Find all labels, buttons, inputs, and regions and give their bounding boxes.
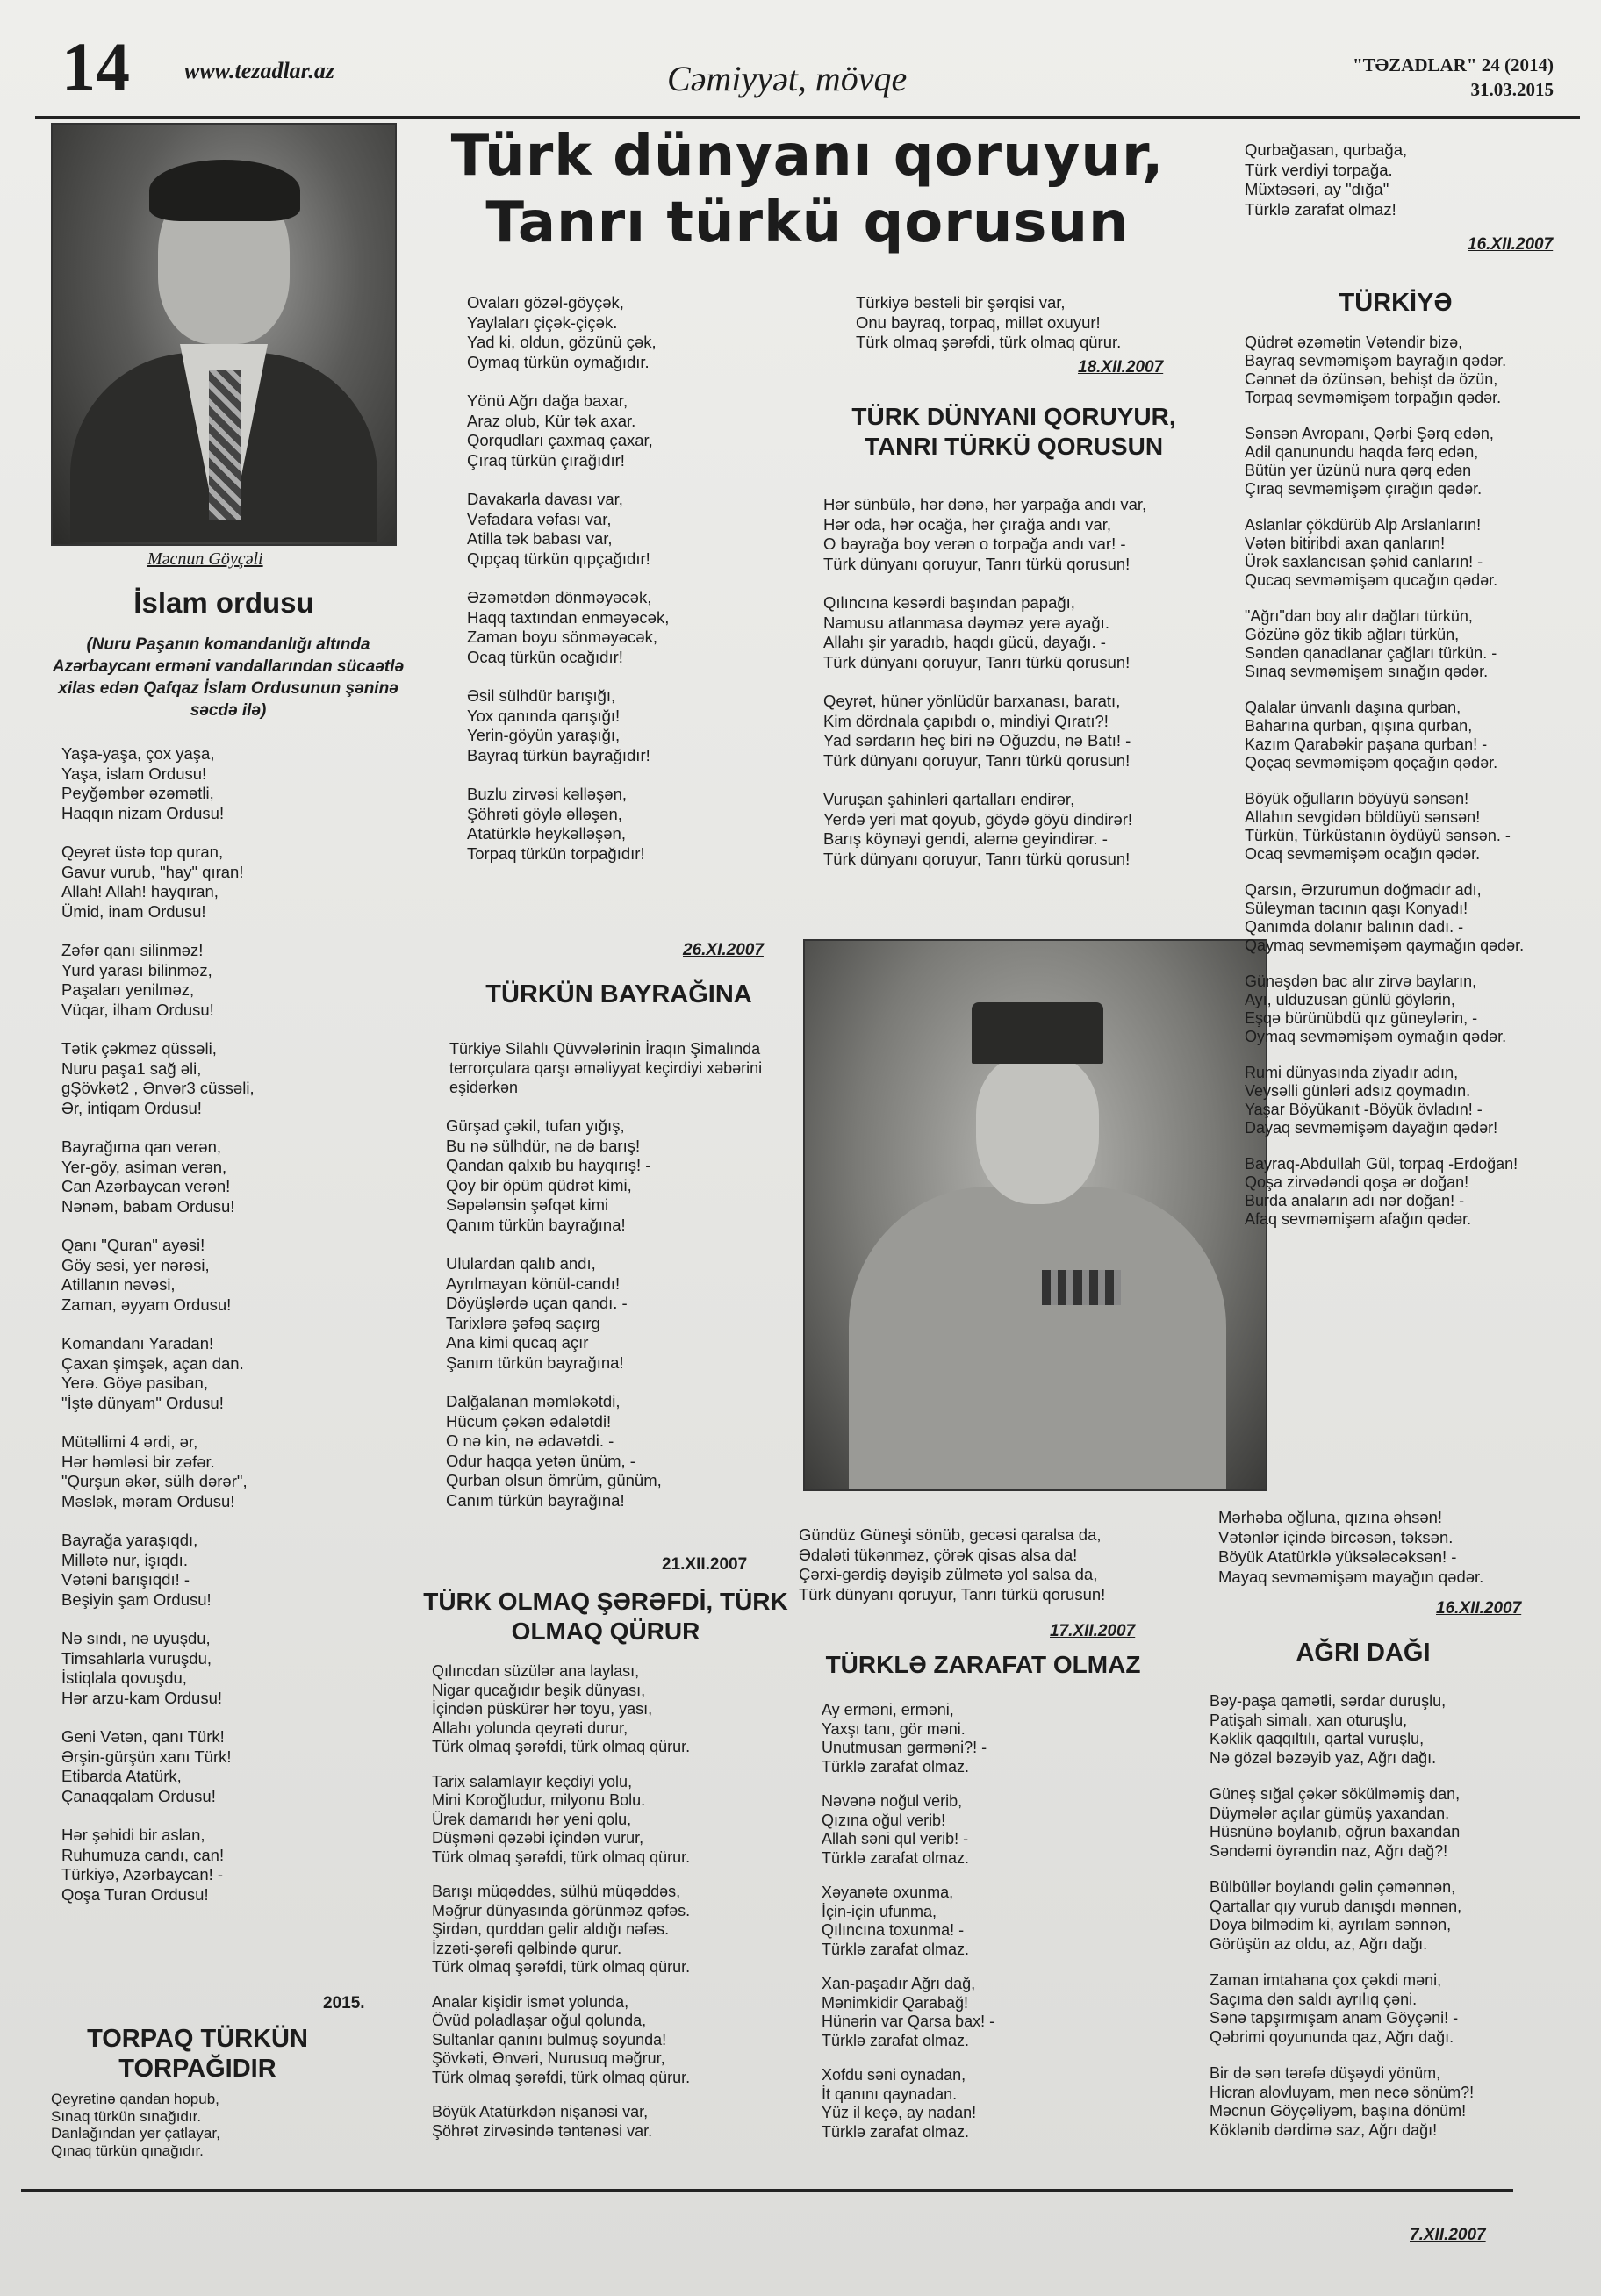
- stanza: Qalalar ünvanlı daşına qurban, Baharına qurban, qışına qurban, Kazım Qarabəkir paşana qurban! - Qoçaq sevməmişəm qoçağın qədər.: [1245, 699, 1498, 771]
- paper-name: "TƏZADLAR" 24 (2014): [1352, 54, 1554, 75]
- zarafat-poem: [822, 1701, 1155, 2142]
- stanza: Əzəmətdən dönməyəcək, Haqq taxtından enməyəcək, Zaman boyu sönməyəcək, Ocaq türkün ocağıdır!: [467, 588, 670, 666]
- stanza: Bayraq-Abdullah Gül, torpaq -Erdoğan! Qoşa zirvədəndi qoşa ər doğan! Burda anaların adı nər doğan! - Afaq sevməmişəm afağın qədər.: [1245, 1155, 1518, 1228]
- zarafat-poem-title: TÜRKLƏ ZARAFAT OLMAZ: [825, 1651, 1141, 1678]
- header-rule: [35, 116, 1580, 119]
- qoruyur-date: 17.XII.2007: [1050, 1622, 1136, 1640]
- stanza: Buzlu zirvəsi kəlləşən, Şöhrəti göylə əlləşən, Atatürklə heykəlləşən, Torpaq türkün torpağıdır!: [467, 785, 645, 863]
- stanza: Vuruşan şahinləri qartalları endirər, Yerdə yeri mat qoyub, göydə göyü dindirər! Barış köynəyi gendi, aləmə geyindirər. - Türk dünyanı qoruyur, Tanrı türkü qorusun!: [823, 790, 1133, 868]
- stanza: Güneş sığal çəkər sökülməmiş dan, Düymələr açılar gümüş yaxandan. Hüsnünə boylanıb, oğrun baxandan Səndəmi öyrəndin naz, Ağrı dağ?!: [1210, 1785, 1461, 1860]
- turkiye-poem: [1245, 334, 1578, 1246]
- stanza: Barışı müqəddəs, sülhü müqəddəs, Məğrur dünyasında görünməz qəfəs. Şirdən, qurddan gəlir aldığı nəfəs. İzzəti-şərəfi qəlbində qurur. Türk olmaq şərəfdi, türk olmaq qürur.: [432, 1883, 691, 1976]
- stanza: Günəşdən bac alır zirvə bayların, Ayı, ulduzusan günlü göylərin, Eşqə bürünübdü qız güneylərin, - Oymaq sevməmişəm oymağın qədər.: [1245, 972, 1507, 1045]
- stanza: "Ağrı"dan boy alır dağları türkün, Gözünə göz tikib ağları türkün, Səndən qanadlanar çağları türkün. - Sınaq sevməmişəm sınağın qədər.: [1245, 607, 1497, 680]
- olmaq-poem-ending: Türkiyə bəstəli bir şərqisi var, Onu bayraq, torpaq, millət oxuyur! Türk olmaq şərəfdi, türk olmaq qürur.: [856, 293, 1122, 351]
- stanza: Xan-paşadır Ağrı dağ, Mənimkidir Qarabağ! Hünərin var Qarsa bax! - Türklə zarafat olmaz.: [822, 1975, 995, 2049]
- author-photo: [51, 123, 397, 546]
- stanza: Davakarla davası var, Vəfadara vəfası var, Atilla tək babası var, Qıpçaq türkün qıpçağıdır!: [467, 490, 650, 568]
- stanza: Gürşad çəkil, tufan yığış, Bu nə sülhdür, nə də barış! Qandan qalxıb bu hayqırış! - Qoy bir öpüm qüdrət kimi, Səpələnsin şəfqət kimi Qanım türkün bayrağına!: [446, 1116, 651, 1234]
- pasha-photo: [803, 939, 1267, 1491]
- main-title-line2: Tanrı türkü qorusun: [485, 190, 1130, 255]
- qoruyur-last-stanza: Gündüz Güneşi sönüb, gecəsi qaralsa da, Ədaləti tükənməz, çörək qisas alsa da! Çərxi-gərdiş dəyişib zülmətə yol salsa da, Türk dünyanı qoruyur, Tanrı türkü qorusun!: [799, 1525, 1106, 1604]
- stanza: Xofdu səni oynadan, İt qanını qaynadan. Yüz il keçə, ay nadan! Türklə zarafat olmaz.: [822, 2066, 977, 2141]
- stanza: Qarsın, Ərzurumun doğmadır adı, Süleyman tacının qaşı Konyadı! Qanımda dolanır balının dadı. - Qaymaq sevməmişəm qaymağın qədər.: [1245, 881, 1525, 954]
- islam-poem-subtitle: (Nuru Paşanın komandanlığı altında Azərbaycanı erməni vandallarından sücaətlə xilas edən Qafqaz İslam Ordusunun şəninə səcdə ilə): [52, 635, 405, 720]
- islam-poem: [61, 744, 395, 1924]
- agri-date: 7.XII.2007: [1410, 2226, 1486, 2244]
- stanza: Qılıncına kəsərdi başından papağı, Namusu atlanmasa dəyməz yerə ayağı. Allahı şir yaradıb, haqdı gücü, dayağı. - Türk dünyanı qoruyur, Tanrı türkü qorusun!: [823, 593, 1131, 671]
- stanza: Bayrağıma qan verən, Yer-göy, asiman verən, Can Azərbaycan verən! Nənəm, babam Ordusu!: [61, 1137, 235, 1216]
- stanza: Nəvənə noğul verib, Qızına oğul verib! Allah səni qul verib! - Türklə zarafat olmaz.: [822, 1792, 970, 1867]
- stanza: Zaman imtahana çox çəkdi məni, Saçıma dən saldı ayrılıq çəni. Sənə tapşırmışam anam Göyçəni! - Qəbrimi qoyununda qaz, Ağrı dağı.: [1210, 1971, 1459, 2046]
- stanza: Xəyanətə oxunma, İçin-için ufunma, Qılıncına toxunma! - Türklə zarafat olmaz.: [822, 1883, 970, 1958]
- turkiye-date: 16.XII.2007: [1436, 1599, 1522, 1618]
- stanza: Yönü Ağrı dağa baxar, Araz olub, Kür tək axar. Qorqudları çaxmaq çaxar, Çıraq türkün çırağıdır!: [467, 391, 653, 470]
- stanza: Böyük Atatürkdən nişanəsi var, Şöhrət zirvəsində təntənəsi var.: [432, 2103, 653, 2140]
- turkiye-last-stanza: Mərhəba oğluna, qızına əhsən! Vətənlər içində bircəsən, təksən. Böyük Atatürklə yüksələcəksən! - Mayaq sevməmişəm mayağın qədər.: [1218, 1508, 1484, 1586]
- main-title: [413, 123, 1203, 256]
- torpaq-first-stanza: Qeyrətinə qandan hopub, Sınaq türkün sınağıdır. Danlağından yer çatlayar, Qınaq türkün qınağıdır.: [51, 2091, 220, 2159]
- qoruyur-poem: [823, 495, 1210, 888]
- olmaq-date: 18.XII.2007: [1078, 358, 1164, 377]
- stanza: Mütəllimi 4 ərdi, ər, Hər həmləsi bir zəfər. "Qurşun əkər, sülh dərər", Məslək, məram Ordusu!: [61, 1432, 248, 1510]
- stanza: Bülbüllər boylandı gəlin çəmənnən, Qartallar qıy vurub danışdı mənnən, Doya bilmədim ki, ayrılam sənnən, Görüşün az oldu, az, Ağrı dağı.: [1210, 1878, 1462, 1953]
- islam-date: 2015.: [323, 1994, 365, 2013]
- main-title-line1: Türk dünyanı qoruyur,: [450, 124, 1165, 189]
- bayraq-poem: [446, 1116, 797, 1530]
- stanza: Qeyrət, hünər yönlüdür barxanası, baratı, Kim dördnala çapıbdı o, mindiyi Qıratı?! Yad sərdarın heç biri nə Oğuzdu, nə Batı! - Türk dünyanı qoruyur, Tanrı türkü qorusun!: [823, 692, 1131, 770]
- footer-rule: [21, 2189, 1513, 2192]
- bayraq-poem-title: TÜRKÜN BAYRAĞINA: [485, 980, 752, 1008]
- qoruyur-poem-title: TÜRK DÜNYANI QORUYUR, TANRI TÜRKÜ QORUSUN: [851, 403, 1176, 460]
- paper-date: 31.03.2015: [1470, 79, 1554, 100]
- stanza: Qanı "Quran" ayəsi! Göy səsi, yer nərəsi, Atillanın nəvəsi, Zaman, əyyam Ordusu!: [61, 1236, 232, 1314]
- stanza: Tarix salamlayır keçdiyi yolu, Mini Koroğludur, milyonu Bolu. Ürək damarıdı hər yeni qolu, Düşməni qəzəbi içindən vurur, Türk olmaq şərəfdi, türk olmaq qürur.: [432, 1772, 691, 1866]
- islam-poem-title: İslam ordusu: [133, 586, 314, 619]
- stanza: Ay erməni, erməni, Yaxşı tanı, gör məni. Unutmusan gərməni?! - Türklə zarafat olmaz.: [822, 1701, 987, 1776]
- stanza: Sənsən Avropanı, Qərbi Şərq edən, Adil qanunundu haqda fərq edən, Bütün yer üzünü nura qərq edən Çıraq sevməmişəm çırağın qədər.: [1245, 425, 1494, 498]
- stanza: Ovaları gözəl-göyçək, Yaylaları çiçək-çiçək. Yad ki, oldun, gözünü çək, Oymaq türkün oymağıdır.: [467, 293, 657, 371]
- stanza: Böyük oğulların böyüyü sənsən! Allahın sevgidən böldüyü sənsən! Türkün, Türküstanın öydüyü sənsən. - Ocaq sevməmişəm ocağın qədər.: [1245, 790, 1511, 863]
- zarafat-poem-ending: Qurbağasan, qurbağa, Türk verdiyi torpağa. Müxtəsəri, ay "dığa" Türklə zarafat olmaz!: [1245, 140, 1408, 219]
- olmaq-poem-title: TÜRK OLMAQ ŞƏRƏFDİ, TÜRK OLMAQ QÜRUR: [423, 1588, 788, 1645]
- stanza: Yaşa-yaşa, çox yaşa, Yaşa, islam Ordusu! Peyğəmbər əzəmətli, Haqqın nizam Ordusu!: [61, 744, 225, 822]
- olmaq-poem: [432, 1662, 800, 2141]
- torpaq-poem: [467, 293, 809, 883]
- stanza: Qeyrət üstə top quran, Gavur vurub, "hay" qıran! Allah! Allah! hayqıran, Ümid, inam Ordusu!: [61, 843, 244, 921]
- stanza: Qüdrət əzəmətin Vətəndir bizə, Bayraq sevməmişəm bayrağın qədər. Cənnət də özünsən, behişt də özün, Torpaq sevməmişəm torpağın qədər.: [1245, 334, 1507, 406]
- agri-poem-title: AĞRI DAĞI: [1296, 1639, 1431, 1667]
- paper-issue: [1308, 53, 1554, 102]
- stanza: Hər şəhidi bir aslan, Ruhumuza candı, can! Türkiyə, Azərbaycan! - Qoşa Turan Ordusu!: [61, 1826, 225, 1904]
- stanza: Bayrağa yaraşıqdı, Millətə nur, işıqdı. Vətəni barışıqdı! - Beşiyin şam Ordusu!: [61, 1531, 212, 1609]
- author-name: Məcnun Göyçəli: [147, 549, 263, 569]
- stanza: Əsil sülhdür barışığı, Yox qanında qarışığı! Yerin-göyün yaraşığı, Bayraq türkün bayrağıdır!: [467, 686, 650, 764]
- stanza: Komandanı Yaradan! Çaxan şimşək, açan dan. Yerə. Göyə pasiban, "İştə dünyam" Ordusu!: [61, 1334, 244, 1412]
- site-url: www.tezadlar.az: [184, 58, 334, 83]
- zarafat-date: 16.XII.2007: [1468, 235, 1554, 254]
- stanza: Qılıncdan süzülər ana laylası, Nigar qucağıdır beşik dünyası, İçindən püskürər hər toyu, yası, Allahı yolunda qeyrəti durur, Türk olmaq şərəfdi, türk olmaq qürur.: [432, 1662, 691, 1755]
- stanza: Aslanlar çökdürüb Alp Arslanların! Vətən bitiribdi axan qanların! Ürək saxlancısan şəhid canların! - Qucaq sevməmişəm qucağın qədər.: [1245, 516, 1498, 589]
- stanza: Rumi dünyasında ziyadır adın, Veysəlli günləri adsız qoymadın. Yaşar Böyükanıt -Böyük övladın! - Dayaq sevməmişəm dayağın qədər!: [1245, 1064, 1498, 1137]
- stanza: Bir də sən tərəfə düşəydi yönüm, Hicran alovluyam, mən necə sönüm?! Məcnun Göyçəliyəm, başına dönüm! Köklənib dərdimə saz, Ağrı dağı!: [1210, 2064, 1475, 2139]
- turkiye-poem-title: TÜRKİYƏ: [1339, 289, 1453, 317]
- bayraq-intro: Türkiyə Silahlı Qüvvələrinin İraqın Şimalında terrorçulara qarşı əməliyyat keçirdiyi xəbərini eşidərkən: [449, 1040, 763, 1096]
- bayraq-date: 21.XII.2007: [662, 1555, 748, 1574]
- stanza: Dalğalanan məmləkətdi, Hücum çəkən ədalətdi! O nə kin, nə ədavətdi. - Odur haqqa yetən ünüm, - Qurban olsun ömrüm, günüm, Canım türkün bayrağına!: [446, 1392, 662, 1510]
- stanza: Zəfər qanı silinməz! Yurd yarası bilinməz, Paşaları yenilməz, Vüqar, ilham Ordusu!: [61, 941, 214, 1019]
- section-title: Cəmiyyət, mövqe: [667, 59, 908, 98]
- torpaq-poem-title: TORPAQ TÜRKÜN TORPAĞIDIR: [87, 2025, 308, 2083]
- torpaq-date: 26.XI.2007: [683, 941, 764, 959]
- agri-poem: [1210, 1692, 1552, 2140]
- stanza: Analar kişidir ismət yolunda, Övüd poladlaşar oğul qolunda, Sultanlar qanını bulmuş soyunda! Şövkəti, Ənvəri, Nurusuq məğrur, Türk olmaq şərəfdi, türk olmaq qürur.: [432, 1992, 691, 2086]
- stanza: Nə sındı, nə uyuşdu, Timsahlarla vuruşdu, İstiqlala qovuşdu, Hər arzu-kam Ordusu!: [61, 1629, 222, 1707]
- stanza: Ululardan qalıb andı, Ayrılmayan könül-candı! Döyüşlərdə uçan qandı. - Tarixlərə şəfəq saçırg Ana kimi qucaq açır Şanım türkün bayrağına!: [446, 1254, 628, 1372]
- page-number: 14: [61, 28, 130, 104]
- stanza: Tətik çəkməz qüssəli, Nuru paşa1 sağ əli, gŞövkət2 , Ənvər3 cüssəli, Ər, intiqam Ordusu!: [61, 1039, 255, 1117]
- stanza: Geni Vətən, qanı Türk! Ərşin-gürşün xanı Türk! Etibarda Atatürk, Çanaqqalam Ordusu!: [61, 1727, 232, 1805]
- stanza: Hər sünbülə, hər dənə, hər yarpağa andı var, Hər oda, hər ocağa, hər çırağa andı var, O bayrağa boy verən o torpağa andı var! - Türk dünyanı qoruyur, Tanrı türkü qorusun!: [823, 495, 1147, 573]
- stanza: Bəy-paşa qamətli, sərdar duruşlu, Patişah simalı, xan oturuşlu, Kəklik qaqqıltılı, qartal vuruşlu, Nə gözəl bəzəyib yaz, Ağrı dağı.: [1210, 1692, 1447, 1767]
